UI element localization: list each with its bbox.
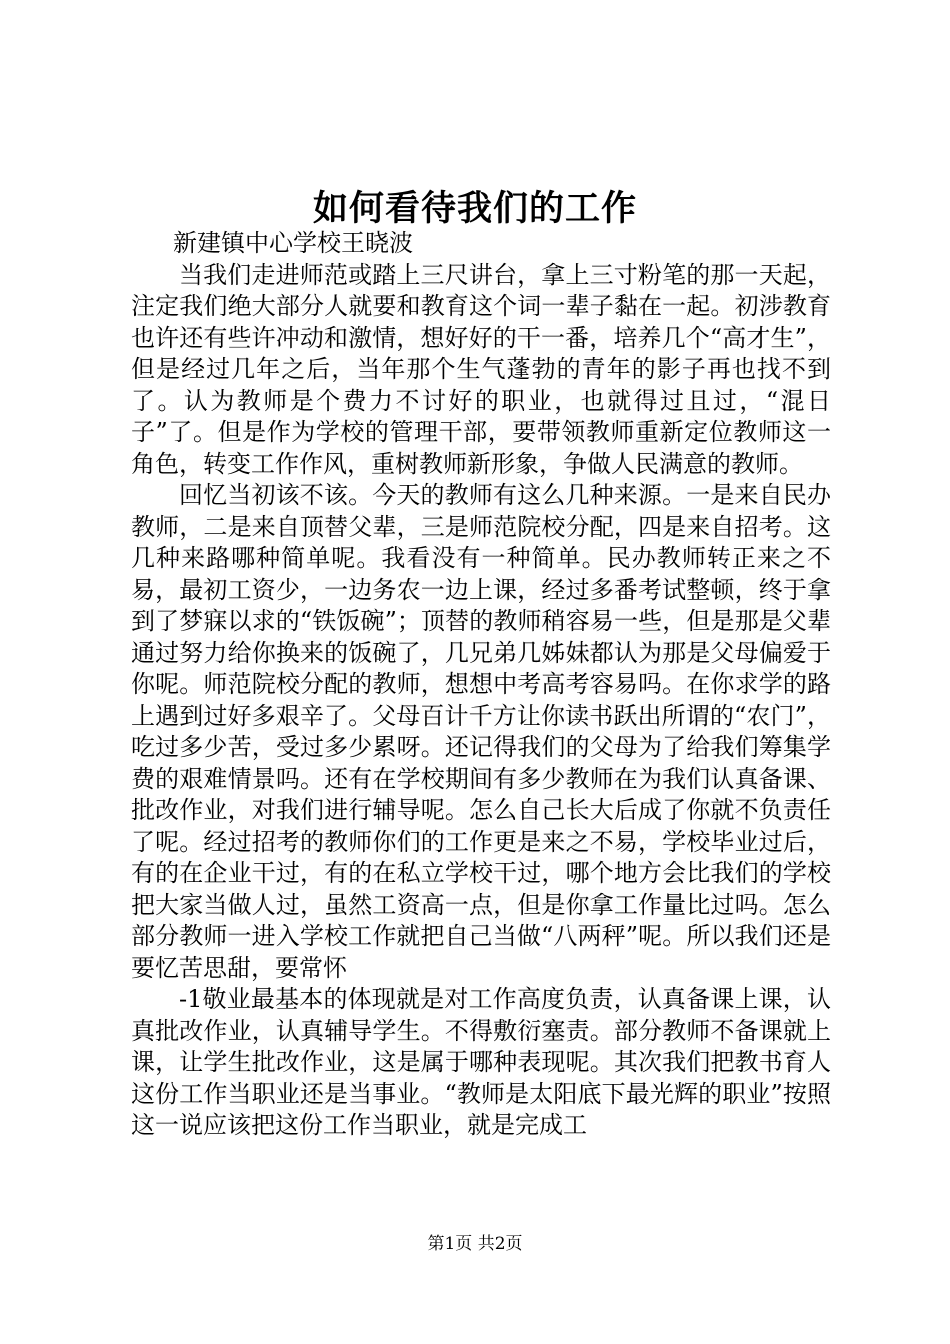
author-line: 新建镇中心学校王晓波: [173, 229, 413, 257]
document-title: 如何看待我们的工作: [312, 188, 637, 229]
page-footer: 第1页 共2页: [427, 1234, 523, 1254]
paragraph-2: 回忆当初该不该。今天的教师有这么几种来源。一是来自民办教师，二是来自顶替父辈，三是师范院校分配，四是来自招考。这几种来路哪种简单呢。我看没有一种简单。民办教师转正来之不易，最初工资少，一边务农一边上课，经过多番考试整顿，终于拿到了梦寐以求的“铁饭碗”；顶替的教师稍容易一些，但是那是父辈通过努力给你换来的饭碗了，几兄弟几姊妹都认为那是父母偏爱于你呢。师范院校分配的教师，想想中考高考容易吗。在你求学的路上遇到过好多艰辛了。父母百计千方让你读书跃出所谓的“农门”，吃过多少苦，受过多少累呀。还记得我们的父母为了给我们筹集学费的艰难情景吗。还有在学校期间有多少教师在为我们认真备课、批改作业，对我们进行辅导呢。怎么自己长大后成了你就不负责任了呢。经过招考的教师你们的工作更是来之不易，学校毕业过后，有的在企业干过，有的在私立学校干过，哪个地方会比我们的学校把大家当做人过，虽然工资高一点，但是你拿工作量比过吗。怎么部分教师一进入学校工作就把自己当做“八两秤”呢。所以我们还是要忆苦思甜，要常怀: [131, 481, 831, 982]
paragraph-1: 当我们走进师范或踏上三尺讲台，拿上三寸粉笔的那一天起，注定我们绝大部分人就要和教育这个词一辈子黏在一起。初涉教育也许还有些许冲动和激情，想好好的干一番，培养几个“高才生”，但是经过几年之后，当年那个生气蓬勃的青年的影子再也找不到了。认为教师是个费力不讨好的职业，也就得过且过，“混日子”了。但是作为学校的管理干部，要带领教师重新定位教师这一角色，转变工作作风，重树教师新形象，争做人民满意的教师。: [131, 260, 831, 478]
document-body: [131, 228, 831, 1142]
paragraph-3: -1敬业最基本的体现就是对工作高度负责，认真备课上课，认真批改作业，认真辅导学生。不得敷衍塞责。部分教师不备课就上课，让学生批改作业，这是属于哪种表现呢。其次我们把教书育人这份工作当职业还是当事业。“教师是太阳底下最光辉的职业”按照这一说应该把这份工作当职业，就是完成工: [131, 985, 831, 1139]
